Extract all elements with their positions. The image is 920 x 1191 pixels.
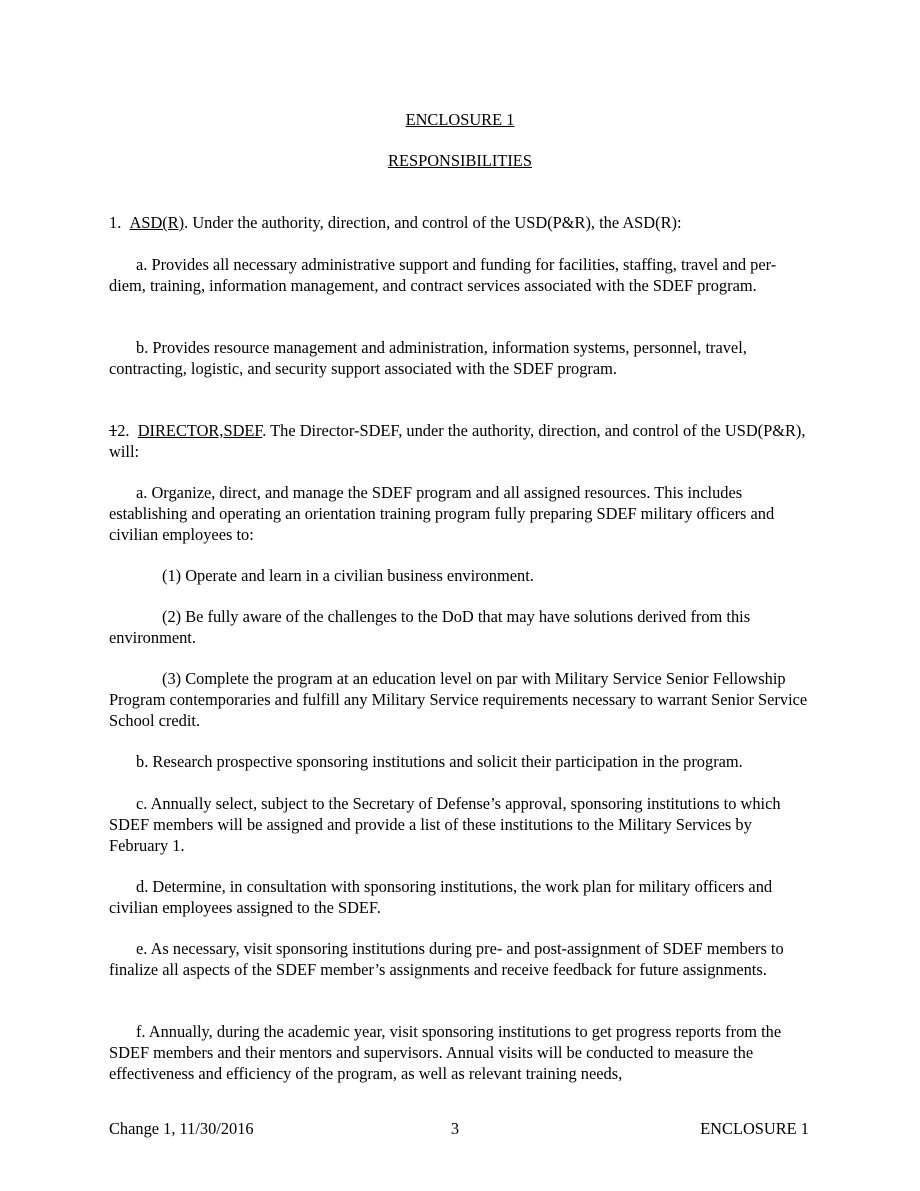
section-2-intro: . The Director-SDEF, under the authority, direction, and control of the USD(P&R), will: [109,421,806,461]
section-1-intro: . Under the authority, direction, and control of the USD(P&R), the ASD(R): [184,213,682,232]
section-2-item-e: e. As necessary, visit sponsoring institutions during pre- and post-assignment of SDEF members to finalize all aspects of the SDEF member’s assignments and receive feedback for future assignments. [109,939,784,979]
section-2-item-c: c. Annually select, subject to the Secretary of Defense’s approval, sponsoring institutions to which SDEF members will be assigned and provide a list of these institutions to the Military Services by February 1. [109,794,781,855]
footer-page-number: 3 [450,1119,460,1138]
footer-enclosure-label: ENCLOSURE 1 [700,1119,809,1138]
section-title: RESPONSIBILITIES [388,151,532,170]
section-1-item-a: a. Provides all necessary administrative support and funding for facilities, staffing, travel and per-diem, training, information management, and contract services associated with the SDEF program. [109,255,777,295]
section-1-heading-paragraph [109,212,813,233]
section-1-heading: ASD(R) [129,213,185,232]
section-2-item-b: b. Research prospective sponsoring institutions and solicit their participation in the program. [136,752,743,771]
section-2-item-a2: (2) Be fully aware of the challenges to the DoD that may have solutions derived from this environment. [109,607,751,647]
section-1-item-b: b. Provides resource management and administration, information systems, personnel, travel, contracting, logistic, and security support associated with the SDEF program. [109,338,747,378]
section-2-item-a: a. Organize, direct, and manage the SDEF program and all assigned resources. This includes establishing and operating an orientation training program fully preparing SDEF military officers and civilian employees to: [109,483,775,544]
section-1-number: 1. [109,213,122,232]
section-2-number: 2. [117,421,130,440]
section-2-item-a3: (3) Complete the program at an education level on par with Military Service Senior Fellowship Program contemporaries and fulfill any Military Service requirements necessary to warrant Senior Service School credit. [109,669,808,730]
section-2-item-d: d. Determine, in consultation with sponsoring institutions, the work plan for military officers and civilian employees assigned to the SDEF. [109,877,773,917]
footer-change-date: Change 1, 11/30/2016 [109,1119,254,1138]
section-2-heading-paragraph [109,420,813,462]
section-2-item-f: f. Annually, during the academic year, visit sponsoring institutions to get progress reports from the SDEF members and their mentors and supervisors. Annual visits will be conducted to measure the effectiveness and efficiency of the program, as well as relevant training needs, [109,1022,782,1083]
section-2-struck-number: 1 [109,421,118,440]
enclosure-title: ENCLOSURE 1 [405,110,515,129]
section-2-item-a1: (1) Operate and learn in a civilian business environment. [162,566,534,585]
section-2-heading: DIRECTOR,SDEF [137,421,263,440]
